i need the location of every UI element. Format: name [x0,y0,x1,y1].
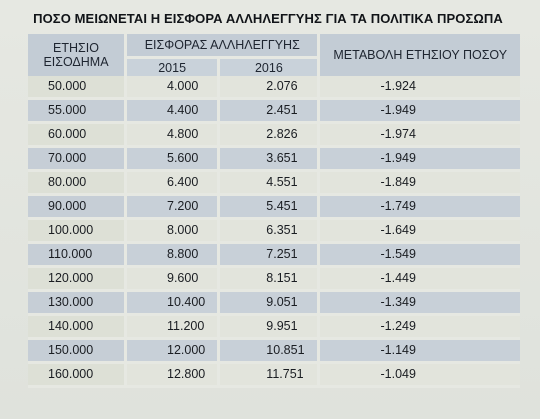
cell-2015: 5.600 [127,148,220,172]
cell-2016: 6.351 [220,220,320,244]
cell-2015: 12.800 [127,364,220,388]
cell-income: 140.000 [28,316,127,340]
header-annual-income: ΕΤΗΣΙΟ ΕΙΣΟΔΗΜΑ [28,34,127,76]
table-row [28,268,520,292]
cell-change: -1.974 [320,124,520,148]
cell-2016: 2.826 [220,124,320,148]
table-body [28,76,520,388]
cell-change: -1.049 [320,364,520,388]
cell-2015: 9.600 [127,268,220,292]
cell-2016: 4.551 [220,172,320,196]
cell-income: 120.000 [28,268,127,292]
header-year-2015: 2015 [127,59,220,76]
cell-2015: 8.800 [127,244,220,268]
cell-2015: 4.000 [127,76,220,100]
header-annual-change: ΜΕΤΑΒΟΛΗ ΕΤΗΣΙΟΥ ΠΟΣΟΥ [320,34,520,76]
cell-change: -1.149 [320,340,520,364]
cell-2015: 11.200 [127,316,220,340]
table-row [28,292,520,316]
cell-2015: 12.000 [127,340,220,364]
cell-income: 110.000 [28,244,127,268]
table-header [28,34,520,76]
header-contributions: ΕΙΣΦΟΡΑΣ ΑΛΛΗΛΕΓΓΥΗΣ [127,34,320,59]
table-title: ΠΟΣΟ ΜΕΙΩΝΕΤΑΙ Η ΕΙΣΦΟΡΑ ΑΛΛΗΛΕΓΓΥΗΣ ΓΙΑ ΤΑ ΠΟΛΙΤΙΚΑ ΠΡΟΣΩΠΑ [33,11,503,26]
cell-2015: 6.400 [127,172,220,196]
table-row [28,196,520,220]
cell-change: -1.549 [320,244,520,268]
cell-income: 90.000 [28,196,127,220]
cell-2016: 2.076 [220,76,320,100]
cell-2015: 8.000 [127,220,220,244]
contribution-table [28,34,520,388]
table-row [28,364,520,388]
table-row [28,124,520,148]
table-row [28,148,520,172]
table-row [28,316,520,340]
cell-2016: 7.251 [220,244,320,268]
cell-2016: 9.951 [220,316,320,340]
cell-change: -1.349 [320,292,520,316]
table-row [28,340,520,364]
table-row [28,100,520,124]
cell-change: -1.849 [320,172,520,196]
cell-change: -1.749 [320,196,520,220]
cell-income: 150.000 [28,340,127,364]
cell-income: 100.000 [28,220,127,244]
table-row [28,76,520,100]
cell-change: -1.649 [320,220,520,244]
cell-2016: 8.151 [220,268,320,292]
cell-income: 80.000 [28,172,127,196]
cell-2015: 7.200 [127,196,220,220]
cell-income: 50.000 [28,76,127,100]
cell-income: 130.000 [28,292,127,316]
cell-change: -1.924 [320,76,520,100]
cell-2015: 10.400 [127,292,220,316]
cell-income: 55.000 [28,100,127,124]
cell-2016: 10.851 [220,340,320,364]
table-row [28,172,520,196]
cell-2016: 11.751 [220,364,320,388]
cell-change: -1.949 [320,100,520,124]
cell-change: -1.249 [320,316,520,340]
cell-2016: 2.451 [220,100,320,124]
header-year-2016: 2016 [220,59,320,76]
cell-change: -1.449 [320,268,520,292]
cell-income: 160.000 [28,364,127,388]
cell-2016: 5.451 [220,196,320,220]
cell-2015: 4.800 [127,124,220,148]
cell-change: -1.949 [320,148,520,172]
cell-income: 70.000 [28,148,127,172]
cell-2016: 3.651 [220,148,320,172]
cell-2016: 9.051 [220,292,320,316]
table-row [28,220,520,244]
table-row [28,244,520,268]
cell-income: 60.000 [28,124,127,148]
cell-2015: 4.400 [127,100,220,124]
